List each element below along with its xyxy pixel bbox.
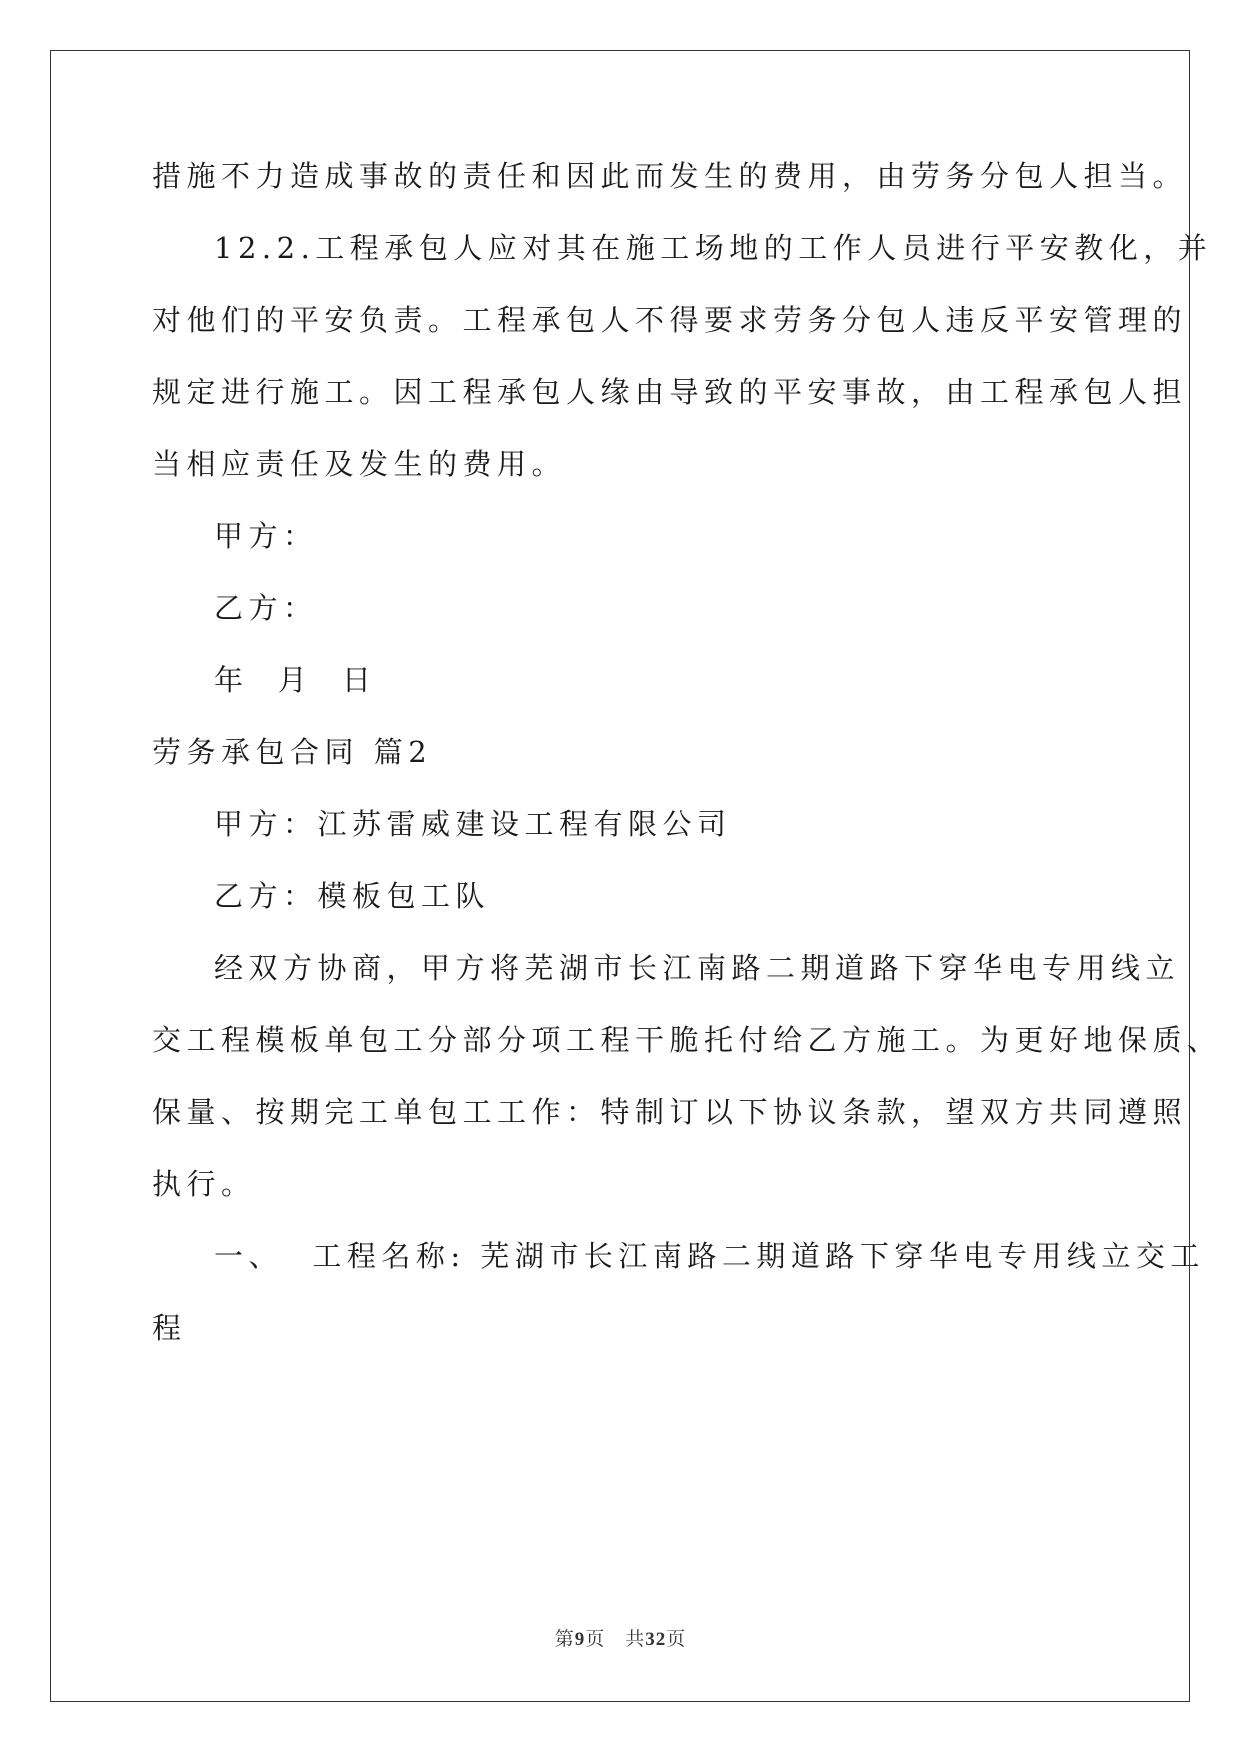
page-footer [0,1624,1241,1651]
body-line-15: 执行。 [152,1167,256,1201]
party-b-label: 乙方： [214,591,318,625]
footer-suffix: 页 [666,1629,687,1650]
party-a-name: 甲方：江苏雷威建设工程有限公司 [214,807,732,841]
body-line-12: 经双方协商，甲方将芜湖市长江南路二期道路下穿华电专用线立 [214,951,1181,985]
section-heading: 劳务承包合同 篇2 [152,735,433,769]
party-b-name: 乙方：模板包工队 [214,879,491,913]
footer-middle: 页 共 [585,1629,646,1650]
body-line-4: 规定进行施工。因工程承包人缘由导致的平安事故，由工程承包人担 [152,375,1188,409]
footer-prefix: 第 [554,1629,575,1650]
body-line-2: 12.2.工程承包人应对其在施工场地的工作人员进行平安教化，并 [214,231,1213,265]
body-line-17: 程 [152,1311,187,1345]
body-line-14: 保量、按期完工单包工工作：特制订以下协议条款，望双方共同遵照 [152,1095,1188,1129]
body-line-1: 措施不力造成事故的责任和因此而发生的费用，由劳务分包人担当。 [152,159,1188,193]
date-line: 年 月 日 [214,663,377,697]
footer-total-pages: 32 [645,1629,667,1650]
body-line-5: 当相应责任及发生的费用。 [152,447,567,481]
body-line-3: 对他们的平安负责。工程承包人不得要求劳务分包人违反平安管理的 [152,303,1188,337]
body-line-13: 交工程模板单包工分部分项工程干脆托付给乙方施工。为更好地保质、 [152,1023,1222,1057]
party-a-label: 甲方： [214,519,318,553]
footer-page-number: 9 [574,1629,586,1650]
body-line-16: 一、 工程名称: 芜湖市长江南路二期道路下穿华电专用线立交工 [214,1239,1205,1273]
